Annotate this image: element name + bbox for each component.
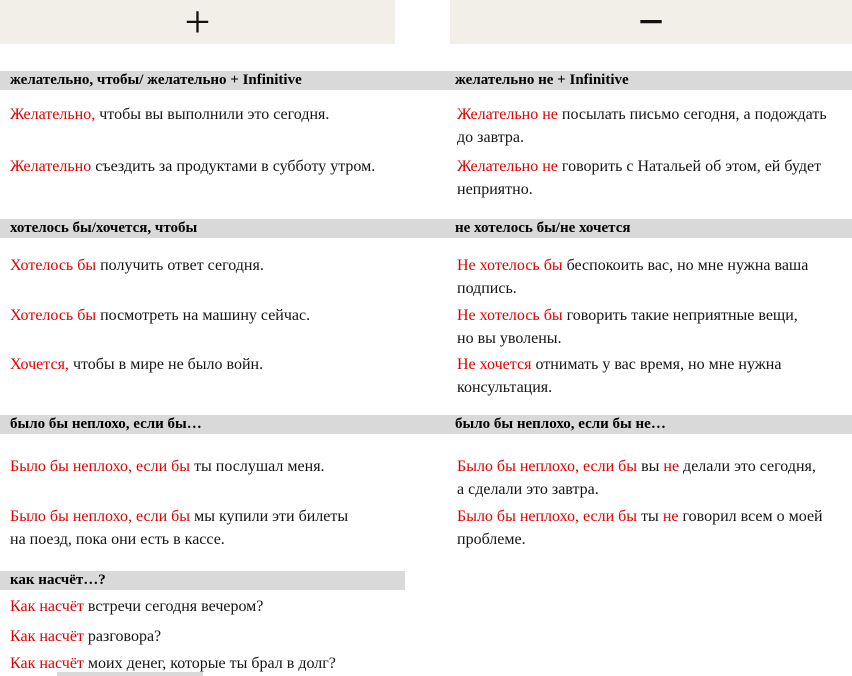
example-sentence [10,257,264,275]
sentence-text: мы купили эти билеты [190,508,349,525]
sentence-text: подпись. [457,280,517,297]
highlight-phrase: Желательно, [10,106,96,123]
highlight-phrase: Желательно не [457,158,558,175]
highlight-phrase: Было бы неплохо, если бы [457,458,638,475]
sentence-text: делали это сегодня, [679,458,816,475]
section-header-left: как насчёт…? [10,572,106,588]
highlight-phrase: Как насчёт [10,628,84,645]
sentence-text: чтобы вы выполнили это сегодня. [95,106,330,123]
section-header-right: было бы неплохо, если бы не… [455,416,666,432]
highlight-phrase: не [662,508,679,525]
section-header-left: желательно, чтобы/ желательно + Infinitive [10,72,302,88]
example-sentence [10,307,310,325]
section-header-row [0,71,852,90]
sentence-text: говорил всем о моей [678,508,823,525]
highlight-phrase: Не хотелось бы [457,257,563,274]
highlight-phrase: Не хочется [457,356,532,373]
example-sentence [457,280,517,298]
highlight-phrase: Было бы неплохо, если бы [10,508,191,525]
example-sentence [10,628,161,646]
highlight-phrase: Желательно не [457,106,558,123]
sentence-text: ты [637,508,663,525]
highlight-phrase: Хотелось бы [10,307,97,324]
sentence-text: получить ответ сегодня. [96,257,264,274]
highlight-phrase: Желательно [10,158,92,175]
example-sentence [457,531,526,549]
example-sentence [10,106,329,124]
highlight-phrase: Как насчёт [10,598,84,615]
example-sentence [10,458,325,476]
sentence-text: съездить за продуктами в субботу утром. [91,158,376,175]
example-sentence [10,531,225,549]
highlight-phrase: Не хотелось бы [457,307,563,324]
section-header-right: не хотелось бы/не хочется [455,220,631,236]
example-sentence [457,307,798,325]
sentence-text: неприятно. [457,181,533,198]
sentence-text: ты послушал меня. [190,458,325,475]
highlight-phrase: Было бы неплохо, если бы [457,508,638,525]
highlight-phrase: Как насчёт [10,655,84,672]
highlight-phrase: не [663,458,680,475]
sentence-text: встречи сегодня вечером? [83,598,264,615]
example-sentence [457,379,552,397]
example-sentence [457,181,533,199]
example-sentence [10,158,375,176]
highlight-phrase: Было бы неплохо, если бы [10,458,191,475]
sentence-text: на поезд, пока они есть в кассе. [10,531,225,548]
example-sentence [457,257,808,275]
sentence-text: посмотреть на машину сейчас. [96,307,311,324]
example-sentence [457,458,816,476]
example-sentence [457,481,599,499]
highlight-phrase: Хочется, [10,356,69,373]
sentence-text: консультация. [457,379,553,396]
sentence-text: беспокоить вас, но мне нужна ваша [562,257,809,274]
example-sentence [10,508,348,526]
positive-header-cell [0,0,395,47]
sentence-text: вы [637,458,664,475]
example-sentence [10,356,263,374]
example-sentence [10,655,336,673]
highlight-phrase: Хотелось бы [10,257,97,274]
sentence-text: моих денег, которые ты брал в долг? [83,655,336,672]
example-sentence [457,158,821,176]
section-header-row [0,571,405,590]
sentence-text: проблеме. [457,531,526,548]
section-header-left: было бы неплохо, если бы… [10,416,202,432]
section-header-right: желательно не + Infinitive [455,72,629,88]
plus-symbol: + [184,0,211,47]
example-sentence [457,129,524,147]
sentence-text: отнимать у вас время, но мне нужна [531,356,782,373]
section-header-row [0,415,852,434]
sentence-text: но вы уволены. [457,330,562,347]
example-sentence [10,598,263,616]
example-sentence [457,356,781,374]
section-header-row [0,219,852,238]
sentence-text: чтобы в мире не было войн. [68,356,264,373]
sentence-text: посылать письмо сегодня, а подождать [557,106,827,123]
sentence-text: говорить с Натальей об этом, ей будет [557,158,822,175]
section-header-left: хотелось бы/хочется, чтобы [10,220,198,236]
example-sentence [457,106,827,124]
example-sentence [457,508,823,526]
sentence-text: разговора? [83,628,162,645]
sentence-text: а сделали это завтра. [457,481,599,498]
cutoff-header-strip [57,672,203,676]
sentence-text: до завтра. [457,129,525,146]
negative-header-cell [450,0,852,47]
example-sentence [457,330,562,348]
sentence-text: говорить такие неприятные вещи, [562,307,798,324]
minus-symbol: − [637,0,665,47]
